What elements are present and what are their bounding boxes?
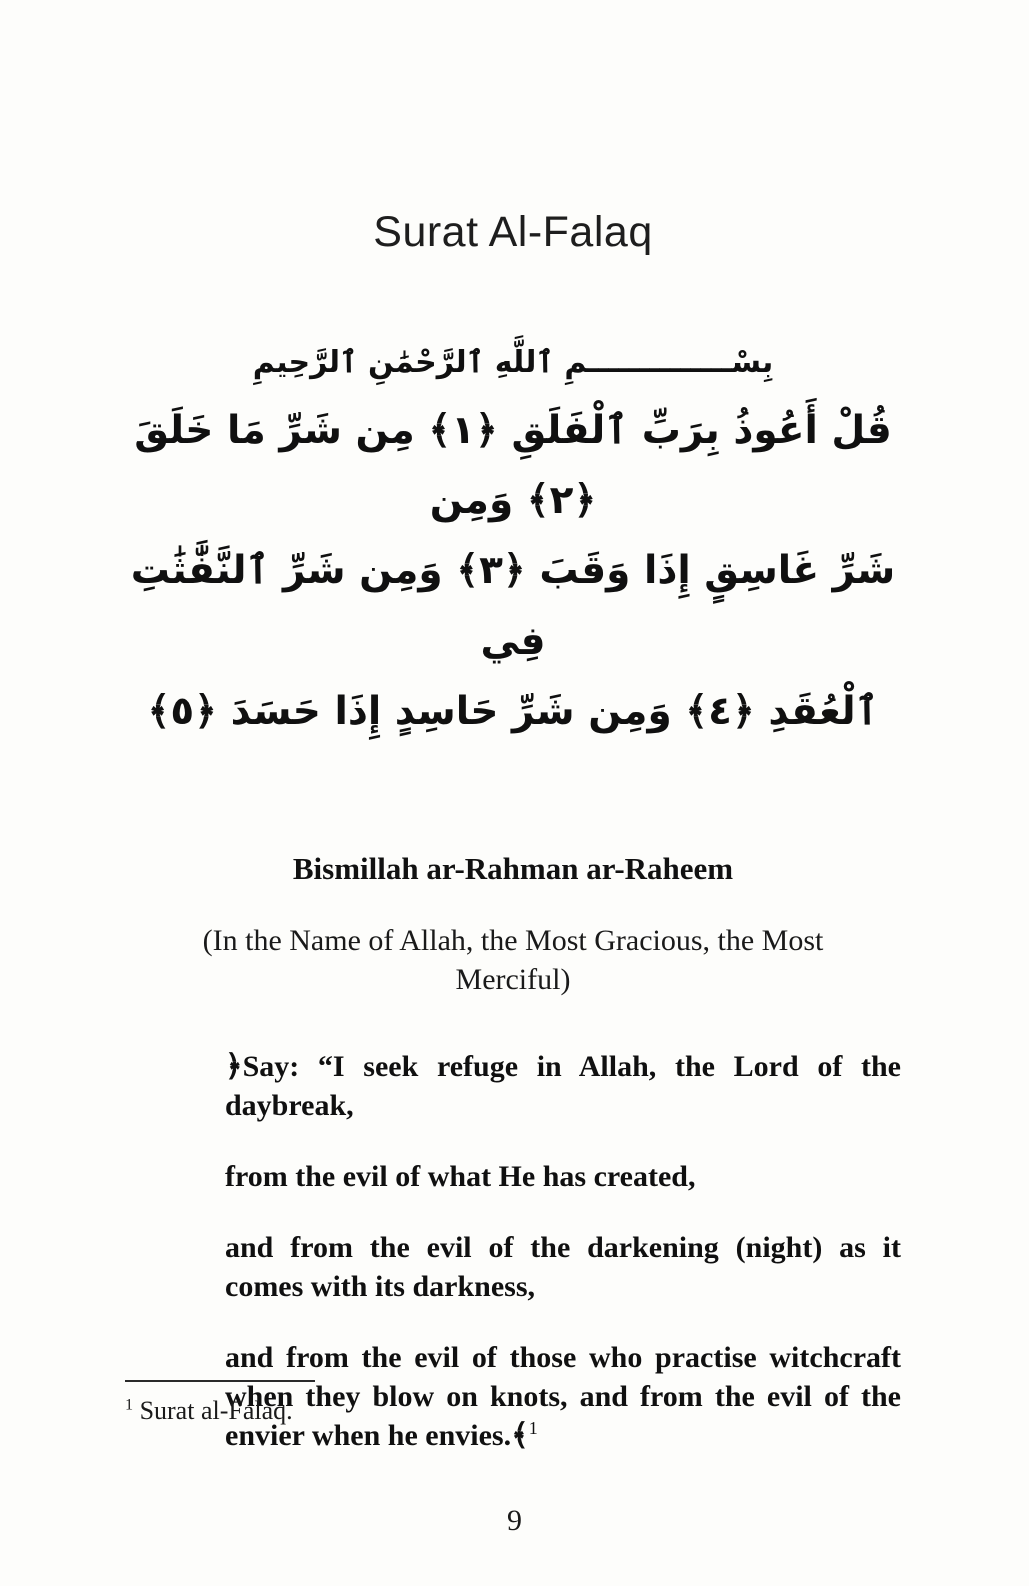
- footnote-area: [125, 1380, 905, 1426]
- verse-paragraph-1: ﴿Say: “I seek refuge in Allah, the Lord of the daybreak,: [225, 1049, 901, 1122]
- arabic-bismillah: بِسْــــــــــــــمِ ٱللَّهِ ٱلرَّحْمَٰنِ ٱلرَّحِيمِ: [252, 345, 774, 380]
- verse-paragraph-3: and from the evil of the darkening (night) as it comes with its darkness,: [225, 1230, 901, 1303]
- arabic-ayah-line-3: ٱلْعُقَدِ ﴿٤﴾ وَمِن شَرِّ حَاسِدٍ إِذَا حَسَدَ ﴿٥﴾: [147, 688, 879, 734]
- footnote-text: [125, 1396, 905, 1426]
- verse-paragraph-4-text: and from the evil of those who practise witchcraft when they blow on knots, and from the evil of the envier when he envies.﴾: [225, 1340, 901, 1452]
- footnote-label: Surat al-Falaq.: [139, 1396, 293, 1425]
- bismillah-transliteration-heading: Bismillah ar-Rahman ar-Raheem: [292, 850, 734, 886]
- arabic-ayah-line-1: قُلْ أَعُوذُ بِرَبِّ ٱلْفَلَقِ ﴿١﴾ مِن شَرِّ مَا خَلَقَ ﴿٢﴾ وَمِن: [134, 408, 892, 524]
- arabic-ayah-line-2: شَرِّ غَاسِقٍ إِذَا وَقَبَ ﴿٣﴾ وَمِن شَرِّ ٱلنَّفَّٰثَٰتِ فِي: [130, 548, 896, 664]
- footnote-reference: 1: [528, 1417, 538, 1438]
- footnote-divider: [125, 1380, 315, 1382]
- arabic-calligraphy-block: [125, 345, 901, 747]
- page-number: 9: [507, 1504, 522, 1537]
- bismillah-translation: (In the Name of Allah, the Most Gracious, the Most Merciful): [202, 923, 824, 996]
- footnote-marker: 1: [125, 1396, 134, 1414]
- page-title: Surat Al-Falaq: [373, 208, 653, 256]
- verse-paragraph-2: from the evil of what He has created,: [225, 1159, 696, 1193]
